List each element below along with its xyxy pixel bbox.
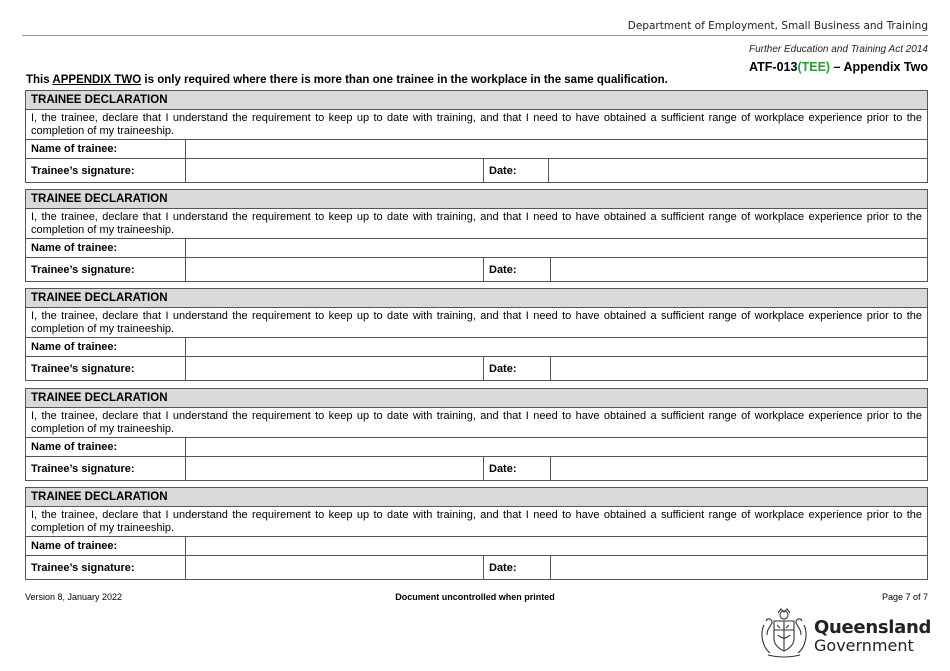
trainee-declaration-block — [25, 189, 928, 282]
trainee-signature-label: Trainee’s signature: — [26, 258, 186, 282]
department-name: Department of Employment, Small Business and Training — [627, 20, 928, 32]
act-name: Further Education and Training Act 2014 — [749, 44, 928, 55]
declaration-title: TRAINEE DECLARATION — [26, 91, 928, 110]
declaration-text: I, the trainee, declare that I understand the requirement to keep up to date with training, and that I need to have obtained a sufficient range of workplace experience prior to the completion of my traineeship. — [26, 209, 928, 239]
name-of-trainee-label: Name of trainee: — [26, 438, 186, 457]
name-of-trainee-field[interactable] — [186, 537, 928, 556]
declaration-text: I, the trainee, declare that I understand the requirement to keep up to date with training, and that I need to have obtained a sufficient range of workplace experience prior to the completion of my traineeship. — [26, 110, 928, 140]
trainee-signature-label: Trainee’s signature: — [26, 357, 186, 381]
declaration-text: I, the trainee, declare that I understand the requirement to keep up to date with training, and that I need to have obtained a sufficient range of workplace experience prior to the completion of my traineeship. — [26, 408, 928, 438]
name-of-trainee-field[interactable] — [186, 140, 928, 159]
date-field[interactable] — [551, 258, 928, 282]
trainee-declaration-block — [25, 90, 928, 183]
trainee-signature-field[interactable] — [186, 457, 484, 481]
declaration-text: I, the trainee, declare that I understand the requirement to keep up to date with training, and that I need to have obtained a sufficient range of workplace experience prior to the completion of my traineeship. — [26, 308, 928, 338]
header-rule — [22, 35, 928, 36]
trainee-signature-label: Trainee’s signature: — [26, 556, 186, 580]
name-of-trainee-field[interactable] — [186, 338, 928, 357]
footer-version: Version 8, January 2022 — [25, 592, 123, 602]
name-of-trainee-label: Name of trainee: — [26, 140, 186, 159]
name-of-trainee-label: Name of trainee: — [26, 239, 186, 258]
form-id-prefix: ATF-013 — [749, 60, 798, 74]
date-label: Date: — [484, 357, 551, 381]
intro-appendix: APPENDIX TWO — [52, 74, 142, 86]
trainee-signature-field[interactable] — [186, 357, 484, 381]
declaration-title: TRAINEE DECLARATION — [26, 289, 928, 308]
queensland-government-logo — [758, 607, 932, 659]
trainee-signature-label: Trainee’s signature: — [26, 159, 186, 183]
logo-queensland-text: Queensland — [814, 617, 932, 638]
trainee-signature-field[interactable] — [186, 159, 484, 183]
form-id-suffix: – Appendix Two — [830, 60, 928, 74]
date-field[interactable] — [551, 556, 928, 580]
queensland-coat-of-arms-icon — [758, 607, 810, 659]
trainee-declaration-block — [25, 487, 928, 580]
footer-page-number: Page 7 of 7 — [881, 592, 928, 602]
date-label: Date: — [484, 556, 551, 580]
form-id-tee: (TEE) — [797, 60, 831, 74]
name-of-trainee-label: Name of trainee: — [26, 338, 186, 357]
name-of-trainee-field[interactable] — [186, 239, 928, 258]
intro-before: This — [26, 74, 53, 86]
form-id — [749, 60, 928, 74]
declaration-text: I, the trainee, declare that I understand the requirement to keep up to date with training, and that I need to have obtained a sufficient range of workplace experience prior to the completion of my traineeship. — [26, 507, 928, 537]
trainee-signature-field[interactable] — [186, 258, 484, 282]
date-field[interactable] — [549, 159, 928, 183]
date-field[interactable] — [551, 457, 928, 481]
declaration-title: TRAINEE DECLARATION — [26, 488, 928, 507]
footer-uncontrolled-notice: Document uncontrolled when printed — [395, 592, 555, 602]
trainee-declaration-block — [25, 388, 928, 481]
date-label: Date: — [484, 457, 551, 481]
date-field[interactable] — [551, 357, 928, 381]
logo-government-text: Government — [814, 636, 914, 655]
declaration-title: TRAINEE DECLARATION — [26, 190, 928, 209]
date-label: Date: — [484, 159, 549, 183]
trainee-signature-field[interactable] — [186, 556, 484, 580]
trainee-declaration-block — [25, 288, 928, 381]
name-of-trainee-label: Name of trainee: — [26, 537, 186, 556]
intro-instruction — [26, 74, 668, 86]
trainee-signature-label: Trainee’s signature: — [26, 457, 186, 481]
date-label: Date: — [484, 258, 551, 282]
declaration-title: TRAINEE DECLARATION — [26, 389, 928, 408]
intro-after: is only required where there is more than one trainee in the workplace in the same qualification. — [141, 74, 668, 86]
name-of-trainee-field[interactable] — [186, 438, 928, 457]
